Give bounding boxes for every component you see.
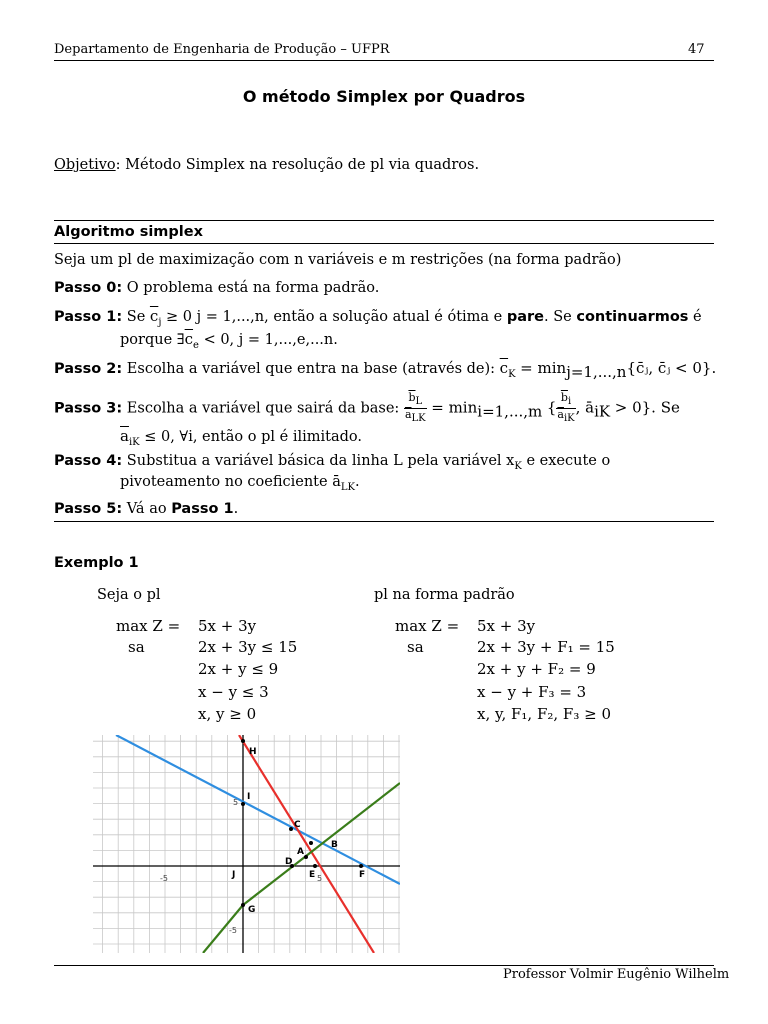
step-4 — [54, 453, 610, 472]
right-row-rhs-0: 5x + 3y — [477, 617, 536, 635]
step-1-label: Passo 1: — [54, 309, 123, 325]
example-right-title: pl na forma padrão — [374, 587, 515, 603]
step-1-d: é — [693, 309, 702, 325]
step-1-line2-a: porque ∃ — [120, 332, 185, 348]
constraint-line-2xy — [239, 735, 374, 953]
constraint-line-x-y — [243, 783, 400, 905]
header-page-number: 47 — [688, 42, 705, 57]
right-row-rhs-3: x − y + F₃ = 3 — [477, 683, 587, 701]
step-3-tail: , ā — [575, 398, 595, 417]
footer-author: Professor Volmir Eugênio Wilhelm — [503, 967, 730, 982]
step-3-sub: i=1,...,m — [477, 402, 543, 421]
example-left-title: Seja o pl — [97, 587, 161, 603]
step-5 — [54, 501, 238, 517]
step-5-text: Vá ao — [126, 501, 167, 517]
tick-y-neg5: -5 — [229, 926, 237, 935]
footer-rule — [54, 965, 714, 966]
right-row-rhs-1: 2x + 3y + F₁ = 15 — [477, 638, 615, 656]
feasible-region-graph — [93, 735, 400, 953]
step-5-dot: . — [233, 501, 239, 517]
objective-label: Objetivo — [54, 157, 116, 173]
step-3-frac-i: $\frac{\overline{b}_i}{\overline{a}_{iK}}$ — [557, 391, 575, 425]
step-2-sub: j=1,...,n — [566, 362, 627, 381]
step-1-a: Se — [126, 309, 146, 325]
header-department: Departamento de Engenharia de Produção – UFPR — [54, 42, 390, 57]
point-B: B — [331, 840, 338, 850]
step-1-ce: $\overline{c}_e$ — [184, 330, 199, 351]
step-2-set: {c̄ⱼ, c̄ⱼ < 0}. — [626, 359, 717, 377]
step-3-label: Passo 3: — [54, 400, 123, 417]
step-5-label: Passo 5: — [54, 501, 123, 517]
step-4-text2: e execute o — [526, 453, 611, 469]
point-I: I — [247, 792, 251, 802]
step-1-cont: continuarmos — [576, 309, 689, 325]
objective-text: : Método Simplex na resolução de pl via quadros. — [115, 157, 480, 173]
step-1-line2-b: < 0, j = 1,...,e,...n. — [203, 332, 338, 348]
tick-y-5: 5 — [233, 798, 239, 807]
tick-x-5: 5 — [317, 874, 323, 883]
step-1-line2 — [120, 330, 338, 351]
point-A: A — [297, 847, 304, 857]
step-2 — [54, 359, 716, 381]
step-4-line2: pivoteamento no coeficiente $ā_{LK}$. — [120, 474, 360, 493]
step-1-cj: $\overline{c}_j$ — [149, 307, 162, 328]
page-title: O método Simplex por Quadros — [242, 87, 526, 106]
algorithm-heading: Algoritmo simplex — [54, 224, 203, 240]
left-row-rhs-2: 2x + y ≤ 9 — [198, 660, 279, 678]
right-row-rhs-2: 2x + y + F₂ = 9 — [477, 660, 596, 678]
step-0-label: Passo 0: — [54, 280, 123, 296]
point-C: C — [294, 820, 301, 830]
example-heading: Exemplo 1 — [54, 555, 139, 571]
step-4-xk-sub: K — [514, 460, 522, 472]
header-rule — [54, 60, 714, 61]
step-3-gt: > 0}. Se — [614, 398, 680, 417]
point-D: D — [285, 857, 293, 867]
step-1-pare: pare — [506, 309, 545, 325]
algorithm-top-rule — [54, 220, 714, 221]
step-5-ref: Passo 1 — [171, 501, 234, 517]
algorithm-bottom-rule — [54, 521, 714, 522]
step-4-lk-sub: LK — [340, 481, 355, 493]
step-2-text: Escolha a variável que entra na base (através de): — [126, 361, 496, 377]
step-3-text: Escolha a variável que sairá da base: — [126, 400, 400, 417]
right-row-lhs-0: max Z = — [395, 617, 460, 635]
step-3-line2 — [120, 427, 362, 448]
step-0 — [54, 280, 379, 296]
step-4-label: Passo 4: — [54, 453, 123, 469]
left-row-rhs-3: x − y ≤ 3 — [198, 683, 269, 701]
step-3-tail-sub: iK — [594, 402, 611, 421]
algorithm-intro: Seja um pl de maximização com n variáveis e m restrições (na forma padrão) — [54, 252, 622, 268]
tick-x-neg5: -5 — [160, 874, 168, 883]
step-3-min: = min — [431, 398, 478, 417]
constraint-line-x-y-ext — [203, 905, 243, 953]
step-3-frac-l: $\frac{\overline{b}_L}{\overline{a}_{LK}}$ — [404, 391, 426, 425]
point-F: F — [359, 870, 366, 880]
point-G: G — [248, 905, 256, 915]
step-3-line2-text: ≤ 0, ∀i, então o pl é ilimitado. — [144, 429, 362, 445]
point-E: E — [309, 870, 316, 880]
left-row-lhs-1: sa — [128, 638, 145, 656]
step-2-ck: $\overline{c}_K$ — [499, 359, 516, 380]
algorithm-heading-rule — [54, 243, 714, 244]
right-row-lhs-1: sa — [407, 638, 424, 656]
left-row-rhs-0: 5x + 3y — [198, 617, 257, 635]
step-0-text: O problema está na forma padrão. — [126, 280, 380, 296]
step-2-label: Passo 2: — [54, 361, 123, 377]
point-J: J — [232, 870, 236, 880]
point-H: H — [249, 747, 257, 757]
step-4-line2-text: pivoteamento no coeficiente ā — [120, 474, 341, 490]
step-3-open: { — [546, 398, 557, 417]
step-1-b: ≥ 0 j = 1,...,n, então a solução atual é ótima e — [166, 309, 503, 325]
step-3-aik: $\overline{a}_{iK}$ — [120, 427, 140, 448]
objective-line — [54, 157, 479, 173]
left-row-rhs-1: 2x + 3y ≤ 15 — [198, 638, 298, 656]
step-1-c: . Se — [544, 309, 572, 325]
right-row-rhs-4: x, y, F₁, F₂, F₃ ≥ 0 — [477, 705, 611, 723]
left-row-lhs-0: max Z = — [116, 617, 181, 635]
left-row-rhs-4: x, y ≥ 0 — [198, 705, 257, 723]
step-1 — [54, 307, 702, 328]
step-2-min: = min — [520, 359, 567, 377]
constraint-line-2x3y — [116, 735, 400, 884]
step-3 — [54, 392, 680, 425]
step-4-text: Substitua a variável básica da linha L pela variável x — [126, 453, 515, 469]
